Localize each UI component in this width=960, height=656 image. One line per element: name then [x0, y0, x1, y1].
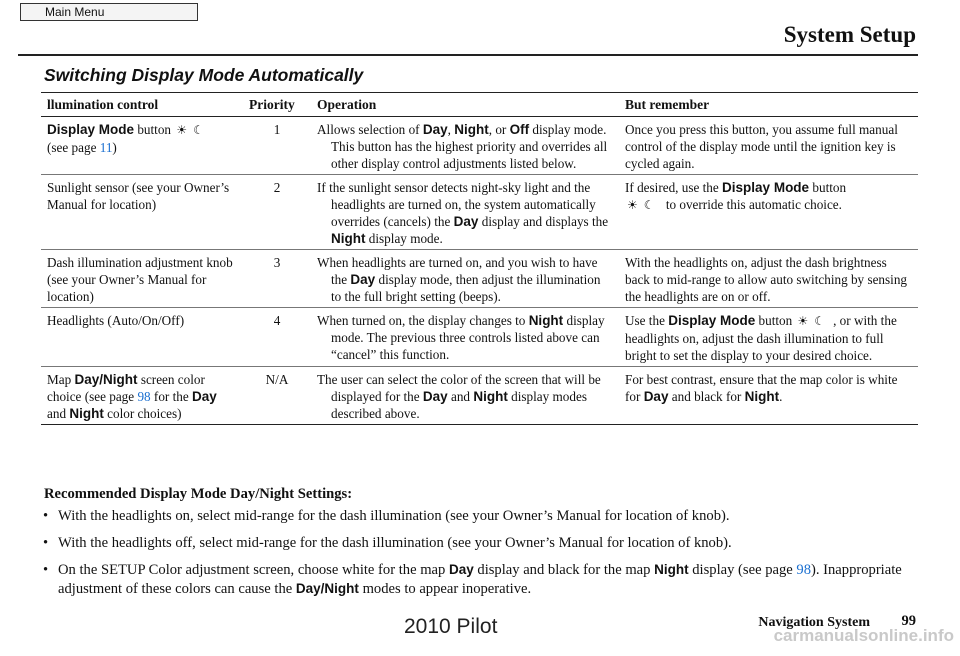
cell-operation: If the sunlight sensor detects night-sky light and the headlights are turned on, the system automatically overrides (cancels) the Day display and displays the Night display mode. [311, 175, 619, 250]
page-title: System Setup [783, 22, 916, 47]
page-link[interactable]: 98 [796, 562, 811, 579]
col-header-operation: Operation [311, 93, 619, 117]
cell-remember: With the headlights on, adjust the dash brightness back to mid-range to allow auto switching by sensing the headlights are on or off. [619, 250, 918, 308]
display-mode-icon: ☀☾ [176, 123, 210, 137]
col-header-remember: But remember [619, 93, 918, 117]
cell-control: Display Mode button ☀☾ (see page 11) [41, 117, 243, 175]
cell-operation: When turned on, the display changes to Night display mode. The previous three controls listed above can “cancel” this function. [311, 308, 619, 367]
page-link[interactable]: 98 [137, 389, 151, 404]
cell-priority: 3 [243, 250, 311, 308]
cell-priority: 2 [243, 175, 311, 250]
list-item: • On the SETUP Color adjustment screen, choose white for the map Day display and black for the map Night display (see page 98). Inappropriate adjustment of these colors can cause the Day/Night modes to appear inoperative. [43, 562, 902, 597]
bullet-icon: • [43, 508, 49, 524]
bullet-icon: • [43, 562, 49, 579]
cell-priority: N/A [243, 367, 311, 425]
cell-remember: Use the Display Mode button ☀☾ , or with the headlights on, adjust the dash illumination to full bright to set the display to your desired choice. [619, 308, 918, 367]
table-row [41, 117, 918, 175]
cell-remember: If desired, use the Display Mode button ☀☾ to override this automatic choice. [619, 175, 918, 250]
cell-operation: The user can select the color of the screen that will be displayed for the Day and Night display modes described above. [311, 367, 619, 425]
table-row [41, 175, 918, 250]
page-number: 99 [901, 613, 916, 629]
cell-control: Map Day/Night screen color choice (see page 98 for the Day and Night color choices) [41, 367, 243, 425]
recommendations-list [40, 507, 920, 607]
table-row [41, 308, 918, 367]
section-heading: Switching Display Mode Automatically [44, 65, 364, 85]
cell-priority: 4 [243, 308, 311, 367]
table-row [41, 367, 918, 425]
bullet-icon: • [43, 535, 49, 552]
list-item: • With the headlights off, select mid-range for the dash illumination (see your Owner’s Manual for location of knob). [43, 535, 732, 552]
cell-operation: Allows selection of Day, Night, or Off display mode. This button has the highest priority and overrides all other display control adjustments listed below. [311, 117, 619, 175]
cell-control: Dash illumination adjustment knob (see your Owner’s Manual for location) [41, 250, 243, 308]
table-row [41, 250, 918, 308]
table-header-row [41, 93, 918, 117]
recommended-heading: Recommended Display Mode Day/Night Settings: [44, 486, 353, 502]
page-link[interactable]: 11 [99, 140, 113, 155]
cell-remember: Once you press this button, you assume full manual control of the display mode until the ignition key is cycled again. [619, 117, 918, 175]
main-menu-button[interactable]: Main Menu [20, 3, 198, 21]
model-watermark: 2010 Pilot [404, 615, 498, 638]
cell-control: Sunlight sensor (see your Owner’s Manual for location) [41, 175, 243, 250]
cell-control: Headlights (Auto/On/Off) [41, 308, 243, 367]
cell-priority: 1 [243, 117, 311, 175]
col-header-priority: Priority [243, 93, 311, 117]
display-mode-icon: ☀☾ [797, 314, 832, 328]
title-divider [18, 54, 918, 56]
list-item: • With the headlights on, select mid-range for the dash illumination (see your Owner’s Manual for location of knob). [43, 508, 730, 524]
display-mode-label: Display Mode [47, 122, 135, 137]
cell-operation: When headlights are turned on, and you wish to have the Day display mode, then adjust the illumination to the full bright setting (beeps). [311, 250, 619, 308]
footer-nav-system: Navigation System [758, 615, 870, 630]
display-mode-icon: ☀☾ [627, 198, 661, 212]
display-mode-table [41, 92, 918, 425]
site-watermark: carmanualsonline.info [773, 626, 954, 645]
cell-remember: For best contrast, ensure that the map color is white for Day and black for Night. [619, 367, 918, 425]
col-header-control: llumination control [41, 93, 243, 117]
